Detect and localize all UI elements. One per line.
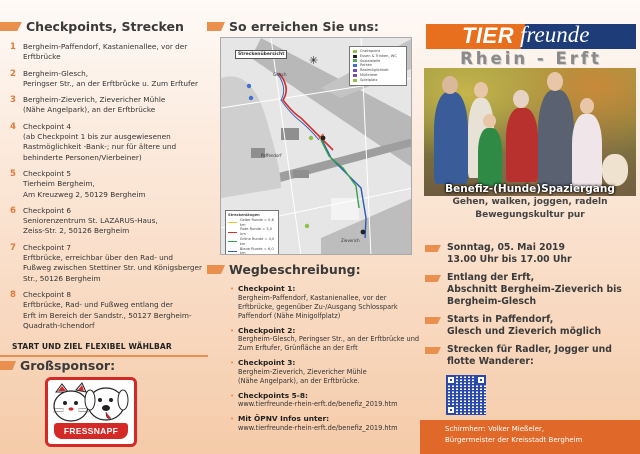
event-time: 13.00 Uhr bis 17.00 Uhr bbox=[447, 254, 572, 265]
route-item: Rote Runde = 3,0 km bbox=[228, 227, 276, 237]
checkpoint-line: Str., 50126 Bergheim bbox=[23, 273, 101, 283]
tagline-line: Bewegungskultur pur bbox=[475, 210, 585, 220]
checkpoint-line: Zeiss-Str. 2, 50126 Bergheim bbox=[23, 226, 130, 236]
direction-item bbox=[230, 391, 418, 410]
logo-subtitle: Rhein - Erft bbox=[460, 49, 602, 68]
checkpoint-item bbox=[10, 122, 206, 163]
bullet-icon: • bbox=[230, 359, 235, 367]
map-place-label: Zieverich bbox=[341, 238, 360, 243]
checkpoint-item bbox=[10, 290, 206, 331]
event-date: Sonntag, 05. Mai 2019 bbox=[447, 242, 565, 253]
flag-marker-icon bbox=[425, 317, 441, 324]
checkpoint-line: Checkpoint 6 bbox=[23, 205, 72, 215]
route-item: Grüne Runde = 4,0 km bbox=[228, 237, 276, 247]
family-walk-photo bbox=[424, 68, 636, 196]
checkpoint-number: 5 bbox=[10, 168, 16, 179]
divider bbox=[0, 355, 208, 357]
cat-dog-mascot-icon bbox=[48, 382, 134, 428]
checkpoint-item bbox=[10, 169, 206, 200]
info-line: Entlang der Erft, bbox=[447, 272, 535, 283]
info-line: Starts in Paffendorf, bbox=[447, 314, 554, 325]
checkpoint-line: Bergheim-Zieverich, Zievericher Mühle bbox=[23, 95, 166, 105]
section-title: Wegbeschreibung: bbox=[229, 262, 361, 277]
flag-marker-icon bbox=[425, 245, 441, 252]
map-title: Streckenübersicht bbox=[235, 50, 287, 59]
route-item: Blaue Runde = 6,0 km bbox=[228, 247, 276, 255]
direction-line: (Nähe Angelpark), an der Erftbrücke. bbox=[238, 376, 360, 385]
info-line: Bergheim-Glesch bbox=[447, 296, 537, 307]
legend-item: Rastmöglichkeit bbox=[353, 68, 403, 73]
event-info-item bbox=[425, 314, 637, 338]
checkpoint-line: Erftbrücke bbox=[23, 52, 61, 62]
start-ziel-note: START UND ZIEL FLEXIBEL WÄHLBAR bbox=[12, 342, 172, 351]
info-line: Strecken für Radler, Jogger und bbox=[447, 344, 612, 355]
compass-icon: ✳ bbox=[309, 54, 319, 67]
flag-marker-icon bbox=[0, 22, 22, 31]
route-length-legend bbox=[225, 210, 279, 255]
checkpoint-line: Peringser Str., an der Erftbrücke u. Zum Erftufer bbox=[23, 78, 199, 88]
direction-item bbox=[230, 284, 418, 321]
bullet-icon: • bbox=[230, 415, 235, 423]
sponsor-logo bbox=[45, 377, 137, 447]
event-info-item bbox=[425, 242, 637, 266]
checkpoint-line: Checkpoint 4 bbox=[23, 121, 72, 131]
directions-list bbox=[230, 284, 418, 438]
checkpoint-item bbox=[10, 243, 206, 284]
legend-item: Checkpoint bbox=[353, 49, 403, 54]
checkpoint-number: 4 bbox=[10, 121, 16, 132]
checkpoint-item bbox=[10, 42, 206, 63]
direction-title: Mit ÖPNV Infos unter: bbox=[238, 414, 330, 423]
direction-item bbox=[230, 326, 418, 354]
flag-marker-icon bbox=[425, 347, 441, 354]
checkpoint-line: Rastmöglichkeit -Bank-; nur für ältere und bbox=[23, 142, 177, 152]
checkpoint-number: 7 bbox=[10, 242, 16, 253]
wegbeschreibung-header bbox=[207, 262, 361, 277]
section-title: Checkpoints, Strecken bbox=[26, 19, 184, 34]
checkpoint-line: Am Kreuzweg 2, 50129 Bergheim bbox=[23, 189, 146, 199]
info-line: Abschnitt Bergheim-Zieverich bis bbox=[447, 284, 622, 295]
checkpoint-line: Erft im Bereich der Sandstr., 50127 Bergheim- bbox=[23, 310, 192, 320]
map-legend bbox=[349, 46, 407, 86]
bullet-icon: • bbox=[230, 285, 235, 293]
qr-code-icon[interactable] bbox=[446, 375, 486, 415]
checkpoint-line: Quadrath-Ichendorf bbox=[23, 320, 95, 330]
checkpoints-header bbox=[0, 19, 184, 34]
checkpoint-line: Checkpoint 8 bbox=[23, 289, 72, 299]
tagline bbox=[424, 196, 636, 222]
checkpoint-number: 1 bbox=[10, 42, 16, 52]
sponsor-header bbox=[0, 358, 115, 373]
checkpoint-line: Bergheim-Glesch, bbox=[23, 68, 89, 78]
legend-item: Spielplatz bbox=[353, 78, 403, 83]
direction-line: Bergheim-Glesch, Peringser Str., an der Erftbrücke und bbox=[238, 335, 420, 343]
direction-line: Bergheim-Paffendorf, Kastanienallee, vor der bbox=[238, 293, 387, 302]
direction-item bbox=[230, 414, 418, 433]
direction-line: Bergheim-Zieverich, Zievericher Mühle bbox=[238, 367, 367, 376]
bullet-icon: • bbox=[230, 391, 235, 400]
logo-tier-text: TIER bbox=[462, 23, 515, 48]
event-info-list bbox=[425, 242, 637, 374]
checkpoint-item bbox=[10, 95, 206, 116]
section-title: So erreichen Sie uns: bbox=[229, 19, 379, 34]
legend-item: Essen & Trinken, WC bbox=[353, 54, 403, 59]
patron-line: Schirmherr: Volker Mießeler, bbox=[445, 425, 545, 433]
checkpoint-line: Checkpoint 7 bbox=[23, 242, 72, 252]
map-place-label: Paffendorf bbox=[261, 153, 282, 158]
patron-line: Bürgermeister der Kreisstadt Bergheim bbox=[445, 435, 583, 444]
checkpoint-number: 6 bbox=[10, 205, 16, 216]
checkpoint-item bbox=[10, 206, 206, 237]
checkpoint-line: (ab Checkpoint 1 bis zur ausgewiesenen bbox=[23, 132, 171, 142]
route-legend-title: Streckenlängen bbox=[228, 213, 260, 217]
checkpoint-line: Bergheim-Paffendorf, Kastanienallee, vor der bbox=[23, 42, 188, 51]
checkpoint-line: Erftbrücke, erreichbar über den Rad- und bbox=[23, 253, 174, 263]
flag-marker-icon bbox=[0, 361, 16, 370]
checkpoint-line: Erftbrücke, Rad- und Fußweg entlang der bbox=[23, 300, 174, 310]
direction-title: Checkpoint 1: bbox=[238, 284, 296, 293]
legend-item: Sozialstelle bbox=[353, 59, 403, 64]
url-link[interactable]: www.tierfreunde-rhein-erft.de/benefiz_2019.htm bbox=[238, 423, 398, 432]
checkpoint-line: Fußweg zwischen Stettiner Str. und Königsberger bbox=[23, 263, 203, 273]
route-item: Gelbe Runde = 0,6 km bbox=[228, 218, 276, 228]
checkpoint-number: 8 bbox=[10, 289, 16, 300]
flag-marker-icon bbox=[207, 265, 225, 274]
checkpoint-list bbox=[10, 42, 206, 337]
direction-line: Paffendorf (Nähe Minigolfplatz) bbox=[238, 311, 341, 320]
map-place-label: Glesch bbox=[273, 72, 287, 77]
legend-item: Parken bbox=[353, 63, 403, 68]
direction-line: Zum Erftufer, Grünfläche an der Erft bbox=[238, 344, 358, 352]
patron-footer bbox=[420, 420, 640, 454]
logo-freunde-text: freunde bbox=[520, 22, 590, 47]
checkpoint-line: Checkpoint 5 bbox=[23, 168, 72, 178]
event-info-item bbox=[425, 344, 637, 368]
url-link[interactable]: www.tierfreunde-rhein-erft.de/benefiz_2019.htm bbox=[238, 400, 398, 408]
checkpoint-number: 2 bbox=[10, 68, 16, 79]
checkpoint-line: (Nähe Angelpark), an der Erftbrücke bbox=[23, 105, 156, 115]
checkpoint-line: behinderte Personen/Vierbeiner) bbox=[23, 152, 142, 162]
event-info-item bbox=[425, 272, 637, 308]
checkpoint-line: Tierheim Bergheim, bbox=[23, 179, 95, 189]
flag-marker-icon bbox=[207, 22, 225, 31]
directions-header bbox=[207, 19, 379, 34]
checkpoint-item bbox=[10, 69, 206, 90]
direction-item bbox=[230, 358, 418, 386]
route-map[interactable] bbox=[220, 37, 412, 255]
tagline-line: Gehen, walken, joggen, radeln bbox=[452, 197, 608, 207]
direction-title: Checkpoint 3: bbox=[238, 358, 296, 367]
sponsor-name: FRESSNAPF bbox=[54, 423, 128, 439]
direction-title: Checkpoints 5-8: bbox=[238, 390, 308, 400]
legend-item: Mülleimer bbox=[353, 73, 403, 78]
flag-marker-icon bbox=[425, 275, 441, 282]
section-title: Großsponsor: bbox=[20, 358, 116, 373]
info-line: flotte Wanderer: bbox=[447, 356, 534, 367]
checkpoint-number: 3 bbox=[10, 95, 16, 106]
direction-title: Checkpoint 2: bbox=[238, 325, 296, 335]
photo-caption: Benefiz-(Hunde)Spaziergang bbox=[445, 183, 615, 195]
checkpoint-line: Seniorenzentrum St. LAZARUS-Haus, bbox=[23, 216, 158, 226]
direction-line: Erftbrücke, gegenüber Zu-/Ausgang Schlosspark bbox=[238, 302, 398, 311]
info-line: Glesch und Zieverich möglich bbox=[447, 326, 602, 337]
bullet-icon: • bbox=[230, 326, 235, 335]
